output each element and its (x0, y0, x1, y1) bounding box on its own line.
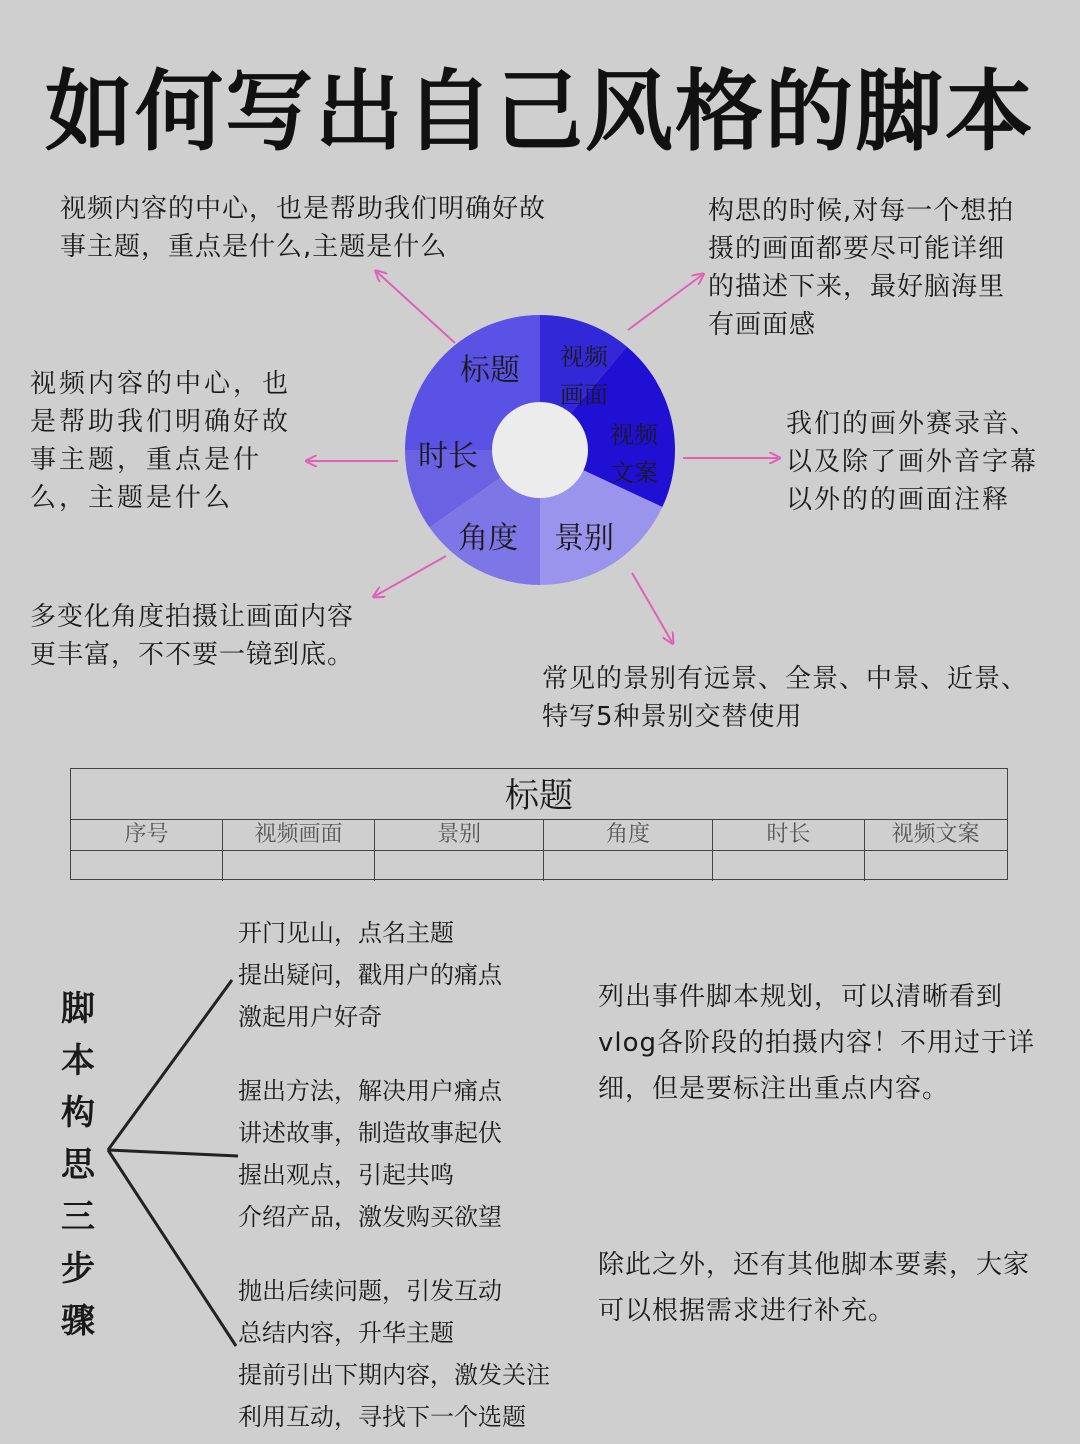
table-cell (544, 851, 713, 881)
step-item: 总结内容，升华主题 (238, 1319, 454, 1347)
segment-label-picture-line2: 画面 (560, 381, 608, 409)
note-line: 视频内容的中心，也 (30, 369, 292, 399)
step-item: 讲述故事，制造故事起伏 (238, 1119, 502, 1147)
note-duration (30, 365, 310, 517)
table-header-cell: 景别 (375, 820, 544, 850)
step-item: 激起用户好奇 (238, 1003, 382, 1031)
step-item: 握出观点，引起共鸣 (238, 1161, 454, 1189)
steps-title-char: 脚 (61, 989, 95, 1029)
table-header-cell: 时长 (713, 820, 865, 850)
steps-group-ending (238, 1270, 550, 1438)
note-line: 么，主题是什么 (30, 483, 234, 513)
table-title: 标题 (71, 769, 1007, 820)
table-row (71, 851, 1007, 881)
note-line: 以及除了画外音字幕 (786, 447, 1039, 477)
note-line: 常见的景别有远景、全景、中景、近景、 (542, 664, 1029, 694)
table-cell (865, 851, 1006, 881)
segment-label-copy-line2: 文案 (610, 459, 658, 487)
segment-label-copy-line1: 视频 (610, 421, 658, 449)
table-header-cell: 序号 (71, 820, 223, 850)
steps-title-char: 思 (61, 1145, 95, 1185)
side-note-line: vlog各阶段的拍摄内容！不用过于详 (598, 1028, 1036, 1058)
note-line: 摄的画面都要尽可能详细 (708, 234, 1006, 264)
step-item: 提前引出下期内容，激发关注 (238, 1361, 550, 1389)
steps-title-char: 构 (61, 1093, 95, 1133)
side-note-other-elements (598, 1242, 1058, 1334)
note-line: 多变化角度拍摄让画面内容 (30, 602, 355, 632)
segment-label-picture-line1: 视频 (560, 343, 608, 371)
note-line: 我们的画外赛录音、 (786, 409, 1039, 439)
steps-title-char: 三 (61, 1197, 95, 1237)
step-item: 介绍产品，激发购买欲望 (238, 1203, 502, 1231)
step-item: 握出方法，解决用户痛点 (238, 1077, 502, 1105)
segment-label-angle: 角度 (458, 521, 518, 556)
segment-label-title: 标题 (460, 353, 520, 388)
note-line: 的描述下来，最好脑海里 (708, 272, 1006, 302)
side-note-line: 列出事件脚本规划，可以清晰看到 (598, 982, 1004, 1012)
side-note-line: 除此之外，还有其他脚本要素，大家 (598, 1250, 1031, 1280)
step-item: 利用互动，寻找下一个选题 (238, 1403, 526, 1431)
note-shot (542, 660, 1062, 736)
steps-title-char: 本 (61, 1041, 95, 1081)
arrow-bottom-right (632, 573, 672, 642)
steps-group-middle (238, 1070, 502, 1238)
note-line: 特写5种景别交替使用 (542, 702, 803, 732)
bracket-line-mid (108, 1150, 238, 1156)
segment-label-duration: 时长 (418, 439, 478, 474)
note-line: 以外的的画面注释 (786, 485, 1011, 515)
arrow-top-left (377, 272, 455, 343)
step-item: 抛出后续问题，引发互动 (238, 1277, 502, 1305)
bracket-line-top (108, 980, 232, 1150)
side-note-line: 可以根据需求进行补充。 (598, 1296, 896, 1326)
table-header-row (71, 820, 1007, 851)
note-line: 事主题，重点是什 (30, 445, 263, 475)
note-picture (708, 192, 1048, 344)
note-line: 构思的时候,对每一个想拍 (708, 196, 1015, 226)
side-note-line: 细，但是要标注出重点内容。 (598, 1074, 950, 1104)
note-line: 事主题，重点是什么,主题是什么 (60, 232, 448, 262)
page-title: 如何写出自己风格的脚本 (44, 60, 1035, 163)
script-table (70, 768, 1008, 880)
table-cell (375, 851, 544, 881)
note-copy (786, 405, 1076, 519)
donut-hole (492, 402, 588, 498)
steps-title-char: 骤 (61, 1301, 95, 1341)
segment-label-shot: 景别 (554, 521, 614, 556)
bracket-line-bottom (108, 1150, 236, 1346)
table-header-cell: 视频文案 (891, 822, 980, 847)
table-cell (71, 851, 223, 881)
table-cell (223, 851, 375, 881)
step-item: 开门见山，点名主题 (238, 919, 454, 947)
arrow-bottom-left (375, 556, 446, 596)
note-line: 更丰富，不不要一镜到底。 (30, 640, 355, 670)
note-title (60, 190, 600, 266)
steps-group-opening (238, 912, 502, 1038)
steps-title-char: 步 (61, 1249, 95, 1289)
arrow-top-right (628, 275, 702, 330)
note-line: 是帮助我们明确好故 (30, 407, 292, 437)
note-line: 视频内容的中心，也是帮助我们明确好故 (60, 194, 547, 224)
steps-bracket (0, 960, 260, 1360)
table-header-cell: 视频画面 (223, 820, 375, 850)
step-item: 提出疑问，戳用户的痛点 (238, 961, 502, 989)
table-header-cell: 角度 (544, 820, 713, 850)
note-line: 有画面感 (708, 310, 817, 340)
note-angle (30, 598, 410, 674)
side-note-script-plan (598, 974, 1058, 1112)
table-cell (713, 851, 865, 881)
